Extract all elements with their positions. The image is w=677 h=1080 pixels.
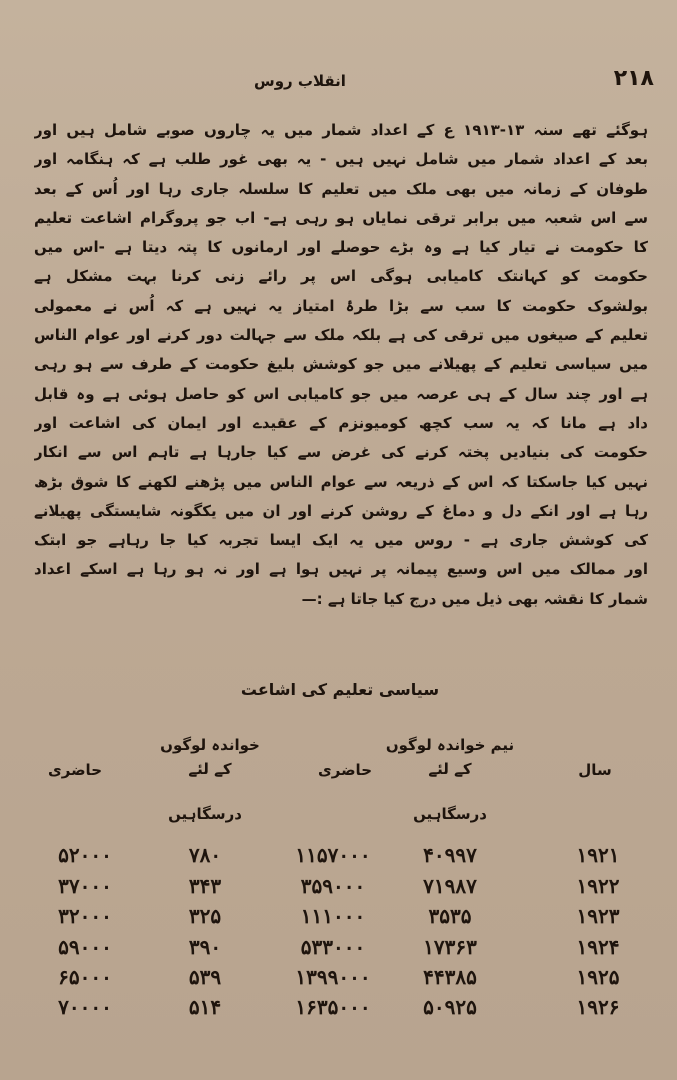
cell-year: ۱۹۲۱ [576,843,620,867]
cell-semi-schools: ۱۷۳۶۳ [423,935,477,959]
cell-semi-attendance: ۵۳۳۰۰۰ [300,935,366,959]
cell-lit-attendance: ۵۹۰۰۰ [58,935,112,959]
text-line: کی کوشش جاری ہے - روس میں یہ ایک ایسا تجربہ کیا جا رہاہے جو ابتک [34,531,648,550]
text-line: سے اس شعبہ میں برابر ترقی نمایاں ہو رہی ہے- اب جو پروگرام اشاعت تعلیم [34,208,648,227]
cell-semi-attendance: ۱۳۹۹۰۰۰ [295,965,371,989]
subheader-schools-2: درسگاہیں [168,805,242,823]
cell-lit-attendance: ۷۰۰۰۰ [58,995,112,1019]
header-literate [140,733,280,781]
body-paragraph [34,116,648,614]
cell-semi-attendance: ۱۱۵۷۰۰۰ [295,843,371,867]
subheader-schools-1: درسگاہیں [413,805,487,823]
text-line: تعلیم کے صیغوں میں ترقی کی ہے بلکہ ملک سے جہالت دور کرنے اور عوام الناس [34,326,648,345]
cell-lit-attendance: ۶۵۰۰۰ [58,965,112,989]
text-line: میں سیاسی تعلیم کے پھیلانے میں جو کوشش بلیغ حکومت کے طرف سے ہو رہی [34,355,648,374]
cell-semi-schools: ۳۵۳۵ [428,904,472,928]
header-semi-literate-bottom: کے لئے [428,760,472,778]
cell-year: ۱۹۲۶ [576,995,620,1019]
text-line: حکومت کی بنیادیں پختہ کرنے کی غرض سے کیا جارہا ہے تاہم اس سے انکار [34,443,648,462]
cell-semi-attendance: ۱۶۳۵۰۰۰ [295,995,371,1019]
text-line: بعد کے اعداد شمار میں شامل نہیں ہیں - یہ بھی غور طلب ہے کہ ہنگامہ اور [34,150,648,169]
text-line: اور ممالک میں اس وسیع پیمانہ پر نہیں ہوا ہے اور نہ ہو رہا ہے اسکے اعداد [34,560,648,579]
text-line: داد ہے مانا کہ یہ سب کچھ کومیونزم کے عقیدے اور ایمان کی اشاعت اور [34,413,648,432]
cell-lit-schools: ۳۲۵ [188,904,222,928]
cell-semi-schools: ۴۰۹۹۷ [423,843,477,867]
text-line: بولشوک حکومت کا سب سے بڑا طرۂ امتیاز یہ نہیں ہے کہ اُس نے معمولی [34,296,648,315]
text-line: نہیں کیا جاسکتا کہ اس کے ذریعہ سے عوام الناس میں پڑھنے لکھنے کا شوق بڑھ [34,472,648,491]
text-line: ہے اور چند سال کے ہی عرصہ میں جو کامیابی اس کو حاصل ہوئی ہے وہ قابل [34,384,648,403]
cell-semi-schools: ۴۴۳۸۵ [423,965,477,989]
cell-lit-schools: ۷۸۰ [188,843,222,867]
cell-year: ۱۹۲۲ [576,874,620,898]
cell-lit-attendance: ۳۲۰۰۰ [58,904,112,928]
cell-lit-schools: ۳۹۰ [188,935,222,959]
header-attendance-1: حاضری [317,761,373,779]
header-semi-literate-top: نیم خواندہ لوگوں [385,736,515,754]
cell-year: ۱۹۲۵ [576,965,620,989]
text-line: رہا ہے اور انکے دل و دماغ کے روشن کرنے اور ان میں یکگونہ شایستگی پھیلانے [34,501,648,520]
cell-semi-attendance: ۳۵۹۰۰۰ [300,874,366,898]
header-literate-bottom: کے لئے [188,760,232,778]
cell-lit-schools: ۵۱۴ [188,995,222,1019]
cell-lit-attendance: ۵۲۰۰۰ [58,843,112,867]
header-attendance-2: حاضری [47,761,103,779]
page-number: ۲۱۸ [613,66,654,91]
cell-semi-attendance: ۱۱۱۰۰۰ [300,904,366,928]
text-line: شمار کا نقشہ بھی ذیل میں درج کیا جاتا ہے :— [301,589,648,608]
header-literate-top: خواندہ لوگوں [160,736,260,754]
cell-year: ۱۹۲۴ [576,935,620,959]
cell-lit-schools: ۳۴۳ [188,874,222,898]
header-year: سال [578,761,612,779]
cell-year: ۱۹۲۳ [576,904,620,928]
text-line: طوفان کے زمانہ میں بھی ملک میں تعلیم کا سلسلہ جاری رہا اور اُس کے بعد [34,179,648,198]
text-line: کا حکومت نے تیار کیا ہے وہ بڑے حوصلے اور ارمانوں کا پتہ دیتا ہے -اس میں [34,238,648,257]
text-line: ہوگئے تھے سنہ ۱۳-۱۹۱۳ ع کے اعداد شمار میں یہ چاروں صوبے شامل ہیں اور [34,121,648,139]
cell-semi-schools: ۵۰۹۲۵ [423,995,477,1019]
text-line: حکومت کو کہانتک کامیابی ہوگی اس پر رائے زنی کرنا بہت مشکل ہے [34,267,648,286]
table-title: سیاسی تعلیم کی اشاعت [240,680,440,699]
cell-lit-schools: ۵۳۹ [188,965,222,989]
cell-lit-attendance: ۳۷۰۰۰ [58,874,112,898]
cell-semi-schools: ۷۱۹۸۷ [423,874,477,898]
running-title: انقلاب روس [254,72,346,90]
